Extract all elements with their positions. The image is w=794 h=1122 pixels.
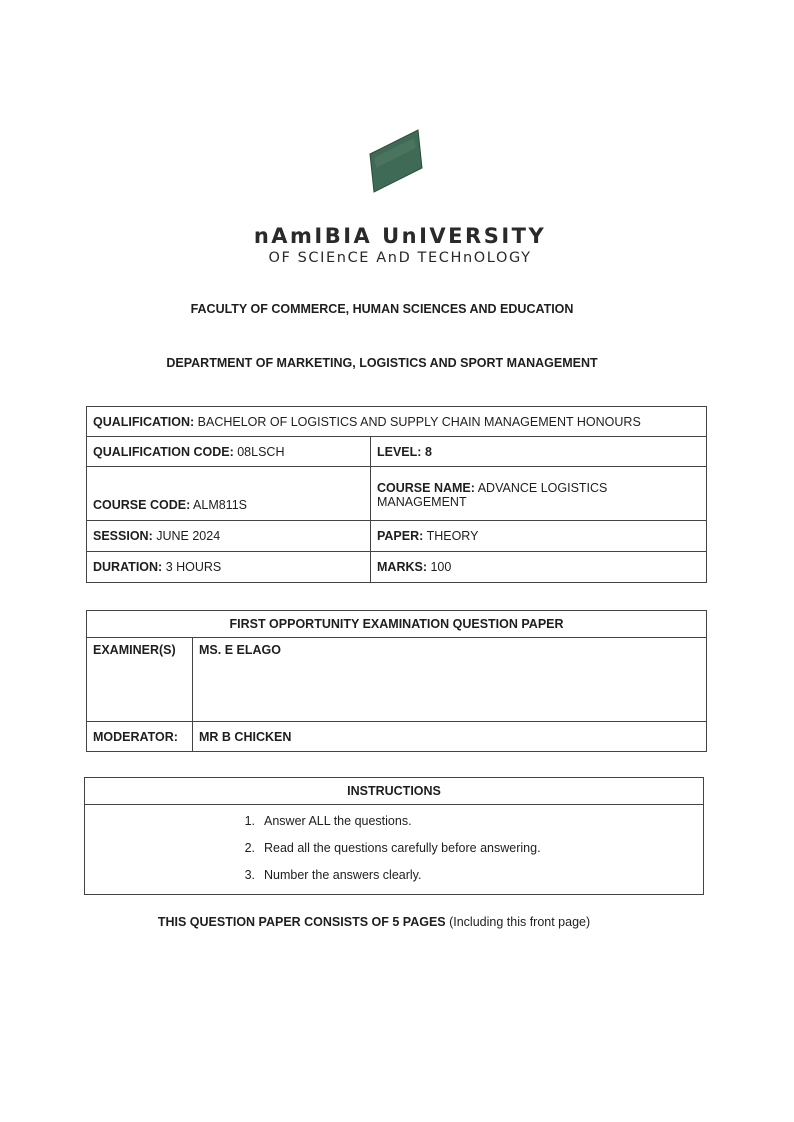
instructions-table — [84, 777, 704, 895]
instructions-body-row — [85, 805, 704, 895]
qualification-cell — [87, 407, 707, 437]
instruction-item — [85, 836, 703, 863]
page-count-bold: THIS QUESTION PAPER CONSISTS OF 5 PAGES — [157, 915, 446, 929]
marks-value: 100 — [430, 560, 452, 574]
examiner-row — [87, 638, 707, 722]
level-label: LEVEL: — [377, 444, 422, 459]
exam-heading-row — [87, 611, 707, 638]
course-name-value: ADVANCE LOGISTICS MANAGEMENT — [377, 481, 608, 509]
marks-cell — [371, 552, 707, 583]
moderator-label: MODERATOR: — [87, 722, 193, 752]
qualification-row — [87, 407, 707, 437]
duration-row — [87, 552, 707, 583]
instruction-number: 1. — [244, 814, 255, 828]
examiner-table — [86, 610, 707, 752]
paper-label: PAPER: — [377, 529, 424, 543]
level-cell — [371, 437, 707, 467]
course-details-table — [86, 406, 707, 583]
qualification-code-cell — [87, 437, 371, 467]
qualification-code-row — [87, 437, 707, 467]
qualification-code-value: 08LSCH — [237, 444, 285, 459]
university-subtitle: OF SCIEnCE AnD TECHnOLOGY — [268, 250, 532, 266]
instruction-text: Answer ALL the questions. — [264, 814, 412, 828]
examiner-label: EXAMINER(S) — [87, 638, 193, 722]
faculty-title: FACULTY OF COMMERCE, HUMAN SCIENCES AND EDUCATION — [190, 302, 574, 316]
instruction-item — [85, 863, 703, 890]
page-count-note — [84, 915, 664, 929]
paper-cell — [371, 521, 707, 552]
qualification-label: QUALIFICATION: — [93, 414, 195, 429]
session-value: JUNE 2024 — [156, 529, 221, 543]
qualification-value: BACHELOR OF LOGISTICS AND SUPPLY CHAIN MANAGEMENT HONOURS — [197, 414, 641, 429]
course-name-label: COURSE NAME: — [377, 481, 475, 495]
instruction-text: Read all the questions carefully before answering. — [264, 841, 541, 855]
university-name: nAmIBIA UnIVERSITY — [253, 224, 547, 248]
course-name-cell — [371, 467, 707, 521]
course-row — [87, 467, 707, 521]
moderator-value: MR B CHICKEN — [193, 722, 707, 752]
department-title: DEPARTMENT OF MARKETING, LOGISTICS AND SPORT MANAGEMENT — [166, 356, 598, 370]
instructions-list — [85, 805, 703, 894]
duration-cell — [87, 552, 371, 583]
instructions-heading: INSTRUCTIONS — [85, 778, 704, 805]
instruction-number: 3. — [244, 868, 255, 882]
marks-label: MARKS: — [377, 560, 427, 574]
instructions-body — [85, 805, 704, 895]
duration-label: DURATION: — [93, 560, 163, 574]
session-cell — [87, 521, 371, 552]
course-code-cell — [87, 467, 371, 521]
instruction-item — [85, 809, 703, 836]
exam-heading: FIRST OPPORTUNITY EXAMINATION QUESTION PAPER — [87, 611, 707, 638]
paper-value: THEORY — [426, 529, 479, 543]
course-code-value: ALM811S — [193, 498, 247, 512]
level-value: 8 — [424, 444, 432, 459]
university-logo-icon — [360, 122, 440, 212]
duration-value: 3 HOURS — [165, 560, 222, 574]
examiner-value: MS. E ELAGO — [193, 638, 707, 722]
instruction-number: 2. — [244, 841, 255, 855]
instruction-text: Number the answers clearly. — [264, 868, 422, 882]
page-count-normal: (Including this front page) — [445, 915, 591, 929]
session-row — [87, 521, 707, 552]
instructions-heading-row — [85, 778, 704, 805]
moderator-row — [87, 722, 707, 752]
session-label: SESSION: — [93, 529, 153, 543]
course-code-label: COURSE CODE: — [93, 498, 191, 512]
qualification-code-label: QUALIFICATION CODE: — [93, 444, 234, 459]
